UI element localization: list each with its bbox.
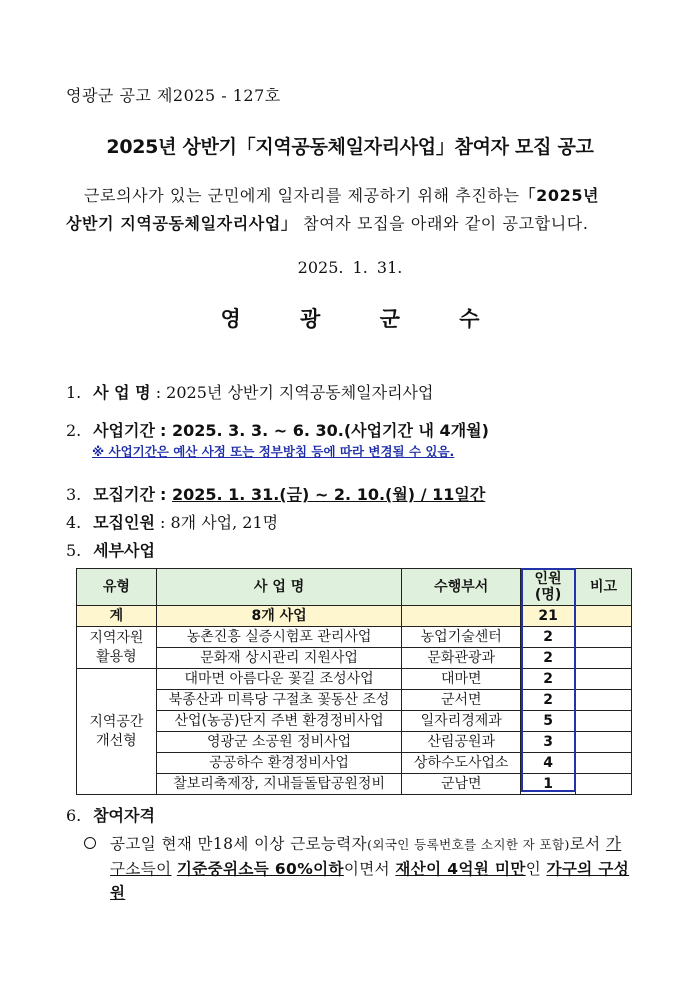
intro-text-1: 근로의사가 있는 군민에게 일자리를 제공하기 위해 추진하는 — [84, 186, 520, 205]
table-header-row — [77, 569, 632, 606]
intro-line-1 — [84, 183, 599, 206]
project-cell: 공공하수 환경정비사업 — [156, 753, 402, 774]
table-row — [77, 753, 632, 774]
header-people — [521, 569, 576, 606]
item-eligibility — [66, 803, 155, 826]
project-table — [76, 568, 632, 795]
remark-cell — [576, 648, 632, 669]
item-number: 6. — [66, 806, 82, 825]
project-cell: 산업(농공)단지 주변 환경정비사업 — [156, 711, 402, 732]
count-cell: 2 — [521, 669, 576, 690]
elig-part3: 로서 — [569, 835, 606, 853]
dept-cell: 군서면 — [402, 690, 521, 711]
table-row — [77, 648, 632, 669]
type-cell — [77, 627, 157, 669]
item-detail-projects — [66, 538, 155, 561]
type-cell — [77, 669, 157, 795]
period-note-text: ※ 사업기간은 예산 사정 또는 정부방침 등에 따라 변경될 수 있음. — [92, 444, 455, 459]
remark-cell — [576, 774, 632, 795]
intro-bold-2: 상반기 지역공동체일자리사업」 — [66, 214, 298, 233]
item-project-name — [66, 380, 433, 403]
type-line1: 지역자원 — [89, 629, 144, 646]
notice-number: 영광군 공고 제2025 - 127호 — [66, 86, 281, 105]
item-value: 2025. 1. 31.(금) ~ 2. 10.(월) / 11일간 — [171, 485, 486, 504]
item-label: 모집기간 — [93, 485, 155, 504]
item-value: : 2025. 3. 3. ~ 6. 30.(사업기간 내 4개월) — [160, 421, 489, 440]
dept-cell: 농업기술센터 — [402, 627, 521, 648]
item-number: 2. — [66, 421, 82, 440]
elig-part2: (외국인 등록번호를 소지한 자 포함) — [367, 837, 570, 852]
dept-cell: 일자리경제과 — [402, 711, 521, 732]
item-label: 참여자격 — [93, 806, 155, 825]
table-row — [77, 774, 632, 795]
notice-date: 2025. 1. 31. — [297, 258, 403, 277]
header-remark: 비고 — [576, 569, 632, 606]
table-row — [77, 711, 632, 732]
item-value: : 2025년 상반기 지역공동체일자리사업 — [155, 383, 434, 402]
issuer: 영 광 군 수 — [220, 306, 506, 331]
table-row — [77, 627, 632, 648]
remark-cell — [576, 669, 632, 690]
item-number: 3. — [66, 485, 82, 504]
dept-cell: 산림공원과 — [402, 732, 521, 753]
count-cell: 2 — [521, 690, 576, 711]
remark-cell — [576, 732, 632, 753]
dept-cell: 군남면 — [402, 774, 521, 795]
item-number: 1. — [66, 383, 82, 402]
table-total-row — [77, 606, 632, 627]
item-label: 사업기간 — [93, 421, 155, 440]
eligibility-text — [110, 832, 635, 905]
total-project: 8개 사업 — [156, 606, 402, 627]
header-project: 사 업 명 — [156, 569, 402, 606]
project-cell: 영광군 소공원 정비사업 — [156, 732, 402, 753]
count-cell: 2 — [521, 648, 576, 669]
item-label: 모집인원 — [93, 513, 155, 532]
type-line2: 활용형 — [96, 648, 137, 665]
total-count: 21 — [521, 606, 576, 627]
count-cell: 5 — [521, 711, 576, 732]
type-line1: 지역공간 — [89, 713, 144, 730]
remark-cell — [576, 711, 632, 732]
total-remark — [576, 606, 632, 627]
header-people-line1: 인원 — [534, 571, 562, 587]
item-number: 5. — [66, 541, 82, 560]
elig-part7: 이면서 — [343, 860, 396, 878]
item-value-prefix: : — [160, 485, 172, 504]
header-dept: 수행부서 — [402, 569, 521, 606]
header-type: 유형 — [77, 569, 157, 606]
remark-cell — [576, 627, 632, 648]
elig-part10: 가구의 구성원 — [110, 860, 630, 902]
dept-cell: 상하수도사업소 — [402, 753, 521, 774]
total-dept — [402, 606, 521, 627]
project-cell: 농촌진흥 실증시험포 관리사업 — [156, 627, 402, 648]
item-project-period — [66, 418, 489, 441]
intro-line-2 — [66, 211, 589, 234]
item-label: 세부사업 — [93, 541, 155, 560]
total-label: 계 — [77, 606, 157, 627]
table-row — [77, 732, 632, 753]
elig-part9: 인 — [525, 860, 547, 878]
count-cell: 2 — [521, 627, 576, 648]
item-label: 사 업 명 — [93, 383, 151, 402]
table-row — [77, 690, 632, 711]
item-number: 4. — [66, 513, 82, 532]
item-recruit-count — [66, 510, 278, 533]
notice-title: 2025년 상반기「지역공동체일자리사업」참여자 모집 공고 — [106, 136, 594, 158]
elig-part8: 재산이 4억원 미만 — [395, 860, 526, 878]
item-recruit-period — [66, 482, 485, 505]
project-cell: 대마면 아름다운 꽃길 조성사업 — [156, 669, 402, 690]
count-cell: 3 — [521, 732, 576, 753]
count-cell: 1 — [521, 774, 576, 795]
intro-text-2: 참여자 모집을 아래와 같이 공고합니다. — [297, 214, 589, 233]
bullet-circle-icon — [84, 837, 96, 849]
dept-cell: 문화관광과 — [402, 648, 521, 669]
elig-part4: 가구소득이 — [110, 835, 622, 878]
table-row — [77, 669, 632, 690]
intro-bold-1: 「2025년 — [519, 186, 600, 205]
elig-part1: 공고일 현재 만18세 이상 근로능력자 — [110, 835, 368, 853]
remark-cell — [576, 753, 632, 774]
header-people-line2: (명) — [534, 587, 562, 603]
dept-cell: 대마면 — [402, 669, 521, 690]
project-cell: 찰보리축제장, 지내들돌탑공원정비 — [156, 774, 402, 795]
period-note — [92, 442, 454, 460]
type-line2: 개선형 — [96, 732, 137, 749]
remark-cell — [576, 690, 632, 711]
project-cell: 문화재 상시관리 지원사업 — [156, 648, 402, 669]
item-value: : 8개 사업, 21명 — [160, 513, 279, 532]
elig-part6: 기준중위소득 60%이하 — [176, 860, 344, 878]
count-cell: 4 — [521, 753, 576, 774]
project-cell: 북종산과 미륵당 구절초 꽃동산 조성 — [156, 690, 402, 711]
